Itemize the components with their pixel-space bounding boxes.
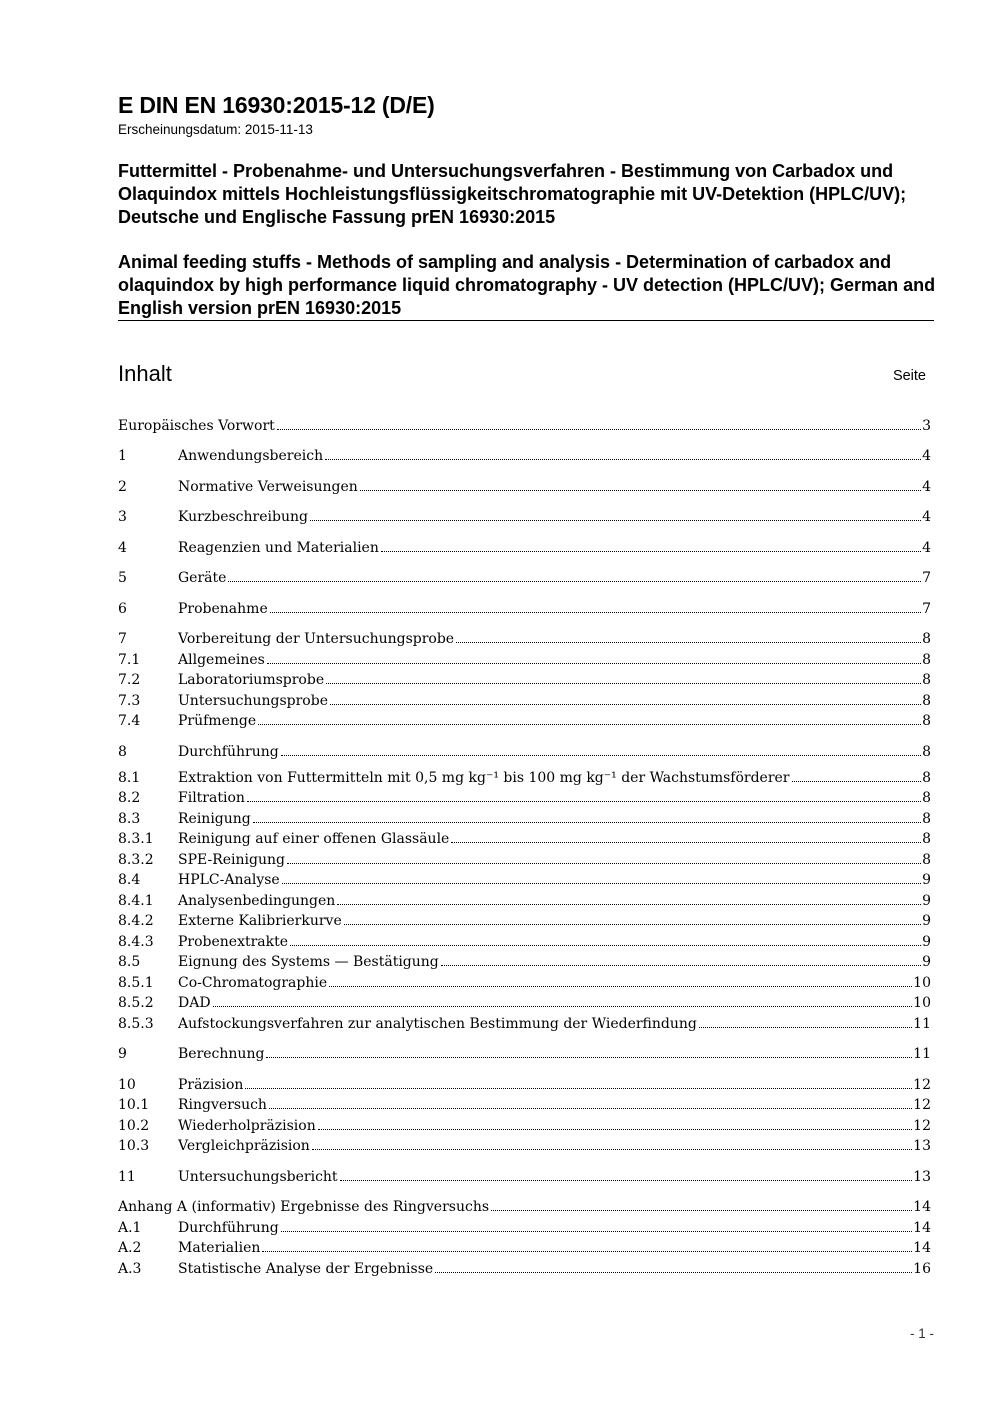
- toc-entry-page: 4: [922, 509, 931, 525]
- toc-entry[interactable]: [118, 1077, 931, 1097]
- toc-dot-leader: [281, 1231, 912, 1232]
- toc-entry[interactable]: [118, 479, 931, 499]
- toc-entry-page: 14: [913, 1220, 931, 1236]
- toc-entry[interactable]: [118, 418, 931, 438]
- toc-entry-title: Eignung des Systems — Bestätigung: [178, 954, 439, 970]
- toc-entry-title: Geräte: [178, 570, 227, 586]
- toc-entry-title: Aufstockungsverfahren zur analytischen Bestimmung der Wiederfindung: [178, 1016, 697, 1032]
- toc-entry-title: HPLC-Analyse: [178, 872, 280, 888]
- toc-entry-number: 10.1: [118, 1097, 150, 1113]
- toc-entry-number: 10.3: [118, 1138, 150, 1154]
- toc-entry-page: 8: [922, 790, 931, 806]
- toc-entry-title: Durchführung: [178, 744, 279, 760]
- toc-entry-number: 8: [118, 744, 127, 760]
- toc-entry-page: 11: [913, 1016, 931, 1032]
- toc-dot-leader: [269, 1108, 912, 1109]
- toc-entry-title: Laboratoriumsprobe: [178, 672, 325, 688]
- publication-date: Erscheinungsdatum: 2015-11-13: [118, 122, 313, 137]
- toc-entry-title: Filtration: [178, 790, 245, 806]
- toc-entry-number: 8.3: [118, 811, 141, 827]
- toc-entry-page: 8: [922, 672, 931, 688]
- toc-entry[interactable]: [118, 744, 931, 764]
- toc-entry-page: 4: [922, 448, 931, 464]
- toc-entry-number: 8.4: [118, 872, 141, 888]
- toc-entry-page: 12: [913, 1118, 931, 1134]
- toc-entry[interactable]: [118, 831, 931, 851]
- toc-dot-leader: [441, 965, 921, 966]
- toc-entry[interactable]: [118, 1199, 931, 1219]
- toc-entry-title: Reinigung: [178, 811, 251, 827]
- title-english: Animal feeding stuffs - Methods of sampling and analysis - Determination of carbadox and olaquindox by high performance liquid chromatography - UV detection (HPLC/UV); German and English version prEN 16930:2015: [118, 252, 936, 318]
- title-german: Futtermittel - Probenahme- und Untersuchungsverfahren - Bestimmung von Carbadox und Olaquindox mittels Hochleistungsflüssigkeitschromatographie mit UV-Detektion (HPLC/UV); Deutsche und Englische Fassung prEN 16930:2015: [118, 161, 907, 227]
- toc-entry-number: 5: [118, 570, 127, 586]
- toc-dot-leader: [281, 755, 921, 756]
- toc-entry-number: A.2: [118, 1240, 142, 1256]
- toc-entry-number: A.3: [118, 1261, 142, 1277]
- toc-entry-title: Anhang A (informativ) Ergebnisse des Ringversuchs: [118, 1199, 490, 1215]
- toc-entry-number: 7.2: [118, 672, 141, 688]
- toc-entry-title: Anwendungsbereich: [178, 448, 324, 464]
- toc-entry[interactable]: [118, 570, 931, 590]
- toc-dot-leader: [270, 612, 921, 613]
- toc-entry-number: 10.2: [118, 1118, 150, 1134]
- toc-entry-page: 10: [913, 975, 931, 991]
- toc-entry-title: Analysenbedingungen: [178, 893, 336, 909]
- toc-entry-page: 7: [922, 570, 931, 586]
- toc-entry-title: Wiederholpräzision: [178, 1118, 316, 1134]
- toc-entry[interactable]: [118, 790, 931, 810]
- toc-entry-title: Präzision: [178, 1077, 244, 1093]
- toc-entry[interactable]: [118, 893, 931, 913]
- toc-entry-number: 10: [118, 1077, 136, 1093]
- toc-entry[interactable]: [118, 1118, 931, 1138]
- toc-dot-leader: [287, 863, 921, 864]
- toc-entry[interactable]: [118, 913, 931, 933]
- toc-entry-number: 11: [118, 1169, 136, 1185]
- toc-entry-page: 4: [922, 540, 931, 556]
- toc-dot-leader: [456, 642, 921, 643]
- toc-entry-page: 13: [913, 1138, 931, 1154]
- toc-entry-page: 8: [922, 631, 931, 647]
- toc-dot-leader: [290, 945, 921, 946]
- toc-entry[interactable]: [118, 1220, 931, 1240]
- toc-entry-title: Externe Kalibrierkurve: [178, 913, 342, 929]
- toc-entry-title: Kurzbeschreibung: [178, 509, 308, 525]
- toc-entry-number: A.1: [118, 1220, 142, 1236]
- toc-entry-title: Allgemeines: [178, 652, 265, 668]
- toc-dot-leader: [325, 459, 921, 460]
- toc-entry-title: Probenextrakte: [178, 934, 289, 950]
- toc-dot-leader: [312, 1149, 912, 1150]
- toc-entry[interactable]: [118, 1169, 931, 1189]
- toc-entry[interactable]: [118, 1046, 931, 1066]
- toc-entry-page: 12: [913, 1097, 931, 1113]
- toc-entry-page: 9: [922, 934, 931, 950]
- toc-dot-leader: [435, 1272, 912, 1273]
- toc-entry[interactable]: [118, 448, 931, 468]
- toc-dot-leader: [247, 801, 921, 802]
- toc-entry-page: 8: [922, 744, 931, 760]
- toc-dot-leader: [282, 883, 921, 884]
- toc-entry-number: 8.5: [118, 954, 141, 970]
- toc-entry-number: 7: [118, 631, 127, 647]
- toc-dot-leader: [266, 1057, 912, 1058]
- toc-dot-leader: [318, 1129, 912, 1130]
- toc-entry[interactable]: [118, 672, 931, 692]
- toc-entry-page: 10: [913, 995, 931, 1011]
- toc-entry-page: 8: [922, 713, 931, 729]
- toc-entry[interactable]: [118, 1261, 931, 1281]
- toc-entry[interactable]: [118, 770, 931, 790]
- toc-entry-number: 6: [118, 601, 127, 617]
- toc-entry-page: 8: [922, 693, 931, 709]
- toc-entry-number: 9: [118, 1046, 127, 1062]
- toc-entry-title: Reagenzien und Materialien: [178, 540, 379, 556]
- toc-entry-title: Untersuchungsbericht: [178, 1169, 338, 1185]
- toc-entry-page: 3: [922, 418, 931, 434]
- toc-entry-page: 8: [922, 831, 931, 847]
- toc-entry-title: Statistische Analyse der Ergebnisse: [178, 1261, 434, 1277]
- toc-entry[interactable]: [118, 1138, 931, 1158]
- toc-dot-leader: [245, 1088, 912, 1089]
- toc-dot-leader: [344, 924, 921, 925]
- title-divider: [118, 320, 934, 321]
- toc-entry[interactable]: [118, 1016, 931, 1036]
- toc-dot-leader: [699, 1027, 912, 1028]
- toc-entry-number: 7.3: [118, 693, 141, 709]
- toc-entry-number: 8.5.1: [118, 975, 154, 991]
- toc-entry-page: 12: [913, 1077, 931, 1093]
- toc-entry-number: 8.5.2: [118, 995, 154, 1011]
- toc-entry-title: Reinigung auf einer offenen Glassäule: [178, 831, 450, 847]
- toc-entry-number: 8.4.1: [118, 893, 154, 909]
- toc-entry-page: 8: [922, 852, 931, 868]
- page-number: - 1 -: [909, 1326, 934, 1341]
- toc-entry[interactable]: [118, 1240, 931, 1260]
- toc-entry-title: Probenahme: [178, 601, 268, 617]
- toc-entry-title: Untersuchungsprobe: [178, 693, 328, 709]
- toc-dot-leader: [330, 704, 921, 705]
- toc-entry-page: 14: [913, 1199, 931, 1215]
- toc-entry[interactable]: [118, 652, 931, 672]
- toc-entry-title: Berechnung: [178, 1046, 265, 1062]
- toc-entry[interactable]: [118, 954, 931, 974]
- toc-dot-leader: [360, 490, 921, 491]
- toc-entry-number: 8.4.2: [118, 913, 154, 929]
- toc-entry-page: 7: [922, 601, 931, 617]
- toc-dot-leader: [253, 822, 921, 823]
- toc-entry[interactable]: [118, 811, 931, 831]
- toc-entry-number: 7.4: [118, 713, 141, 729]
- toc-entry-number: 4: [118, 540, 127, 556]
- toc-dot-leader: [326, 683, 921, 684]
- toc-entry-page: 8: [922, 770, 931, 786]
- toc-entry-page: 9: [922, 913, 931, 929]
- toc-entry-number: 8.3.1: [118, 831, 154, 847]
- toc-entry-page: 11: [913, 1046, 931, 1062]
- toc-entry-title: Co-Chromatographie: [178, 975, 328, 991]
- toc-entry-number: 8.5.3: [118, 1016, 154, 1032]
- toc-entry-page: 13: [913, 1169, 931, 1185]
- contents-heading: Inhalt: [118, 361, 172, 386]
- toc-entry-number: 2: [118, 479, 127, 495]
- toc-dot-leader: [277, 429, 921, 430]
- toc-entry-title: Ringversuch: [178, 1097, 267, 1113]
- toc-entry-number: 8.3.2: [118, 852, 154, 868]
- toc-dot-leader: [340, 1180, 913, 1181]
- toc-entry-title: Durchführung: [178, 1220, 279, 1236]
- toc-entry-number: 8.1: [118, 770, 141, 786]
- toc-entry[interactable]: [118, 631, 931, 651]
- toc-entry[interactable]: [118, 995, 931, 1015]
- toc-entry-number: 1: [118, 448, 127, 464]
- toc-dot-leader: [329, 986, 912, 987]
- toc-entry-title: Extraktion von Futtermitteln mit 0,5 mg kg⁻¹ bis 100 mg kg⁻¹ der Wachstumsförderer: [178, 770, 790, 786]
- toc-entry-title: SPE-Reinigung: [178, 852, 285, 868]
- toc-entry-title: Materialien: [178, 1240, 261, 1256]
- toc-dot-leader: [258, 724, 921, 725]
- toc-entry[interactable]: [118, 509, 931, 529]
- toc-dot-leader: [337, 904, 921, 905]
- toc-entry-page: 9: [922, 954, 931, 970]
- toc-entry[interactable]: [118, 540, 931, 560]
- toc-dot-leader: [792, 781, 922, 782]
- toc-dot-leader: [381, 551, 921, 552]
- toc-dot-leader: [451, 842, 921, 843]
- toc-dot-leader: [267, 663, 921, 664]
- toc-dot-leader: [262, 1251, 912, 1252]
- toc-entry[interactable]: [118, 693, 931, 713]
- toc-dot-leader: [310, 520, 921, 521]
- toc-entry[interactable]: [118, 975, 931, 995]
- toc-entry[interactable]: [118, 713, 931, 733]
- toc-entry-title: Vergleichpräzision: [178, 1138, 310, 1154]
- toc-entry[interactable]: [118, 852, 931, 872]
- toc-dot-leader: [228, 581, 921, 582]
- toc-entry[interactable]: [118, 601, 931, 621]
- toc-entry-title: DAD: [178, 995, 211, 1011]
- toc-dot-leader: [213, 1006, 913, 1007]
- toc-entry-page: 9: [922, 872, 931, 888]
- toc-entry-page: 8: [922, 811, 931, 827]
- toc-entry-number: 3: [118, 509, 127, 525]
- toc-entry[interactable]: [118, 1097, 931, 1117]
- document-id: E DIN EN 16930:2015-12 (D/E): [118, 92, 435, 118]
- toc-entry[interactable]: [118, 934, 931, 954]
- toc-entry-number: 8.2: [118, 790, 141, 806]
- toc-entry-page: 9: [922, 893, 931, 909]
- toc-entry-number: 8.4.3: [118, 934, 154, 950]
- toc-entry-title: Vorbereitung der Untersuchungsprobe: [178, 631, 455, 647]
- toc-entry-page: 14: [913, 1240, 931, 1256]
- toc-entry-page: 8: [922, 652, 931, 668]
- toc-entry-title: Prüfmenge: [178, 713, 257, 729]
- page-column-label: Seite: [892, 368, 926, 384]
- toc-entry-page: 4: [922, 479, 931, 495]
- toc-entry-title: Normative Verweisungen: [178, 479, 358, 495]
- toc-dot-leader: [491, 1210, 912, 1211]
- toc-entry-number: 7.1: [118, 652, 141, 668]
- toc-entry-page: 16: [913, 1261, 931, 1277]
- toc-entry-title: Europäisches Vorwort: [118, 418, 275, 434]
- toc-entry[interactable]: [118, 872, 931, 892]
